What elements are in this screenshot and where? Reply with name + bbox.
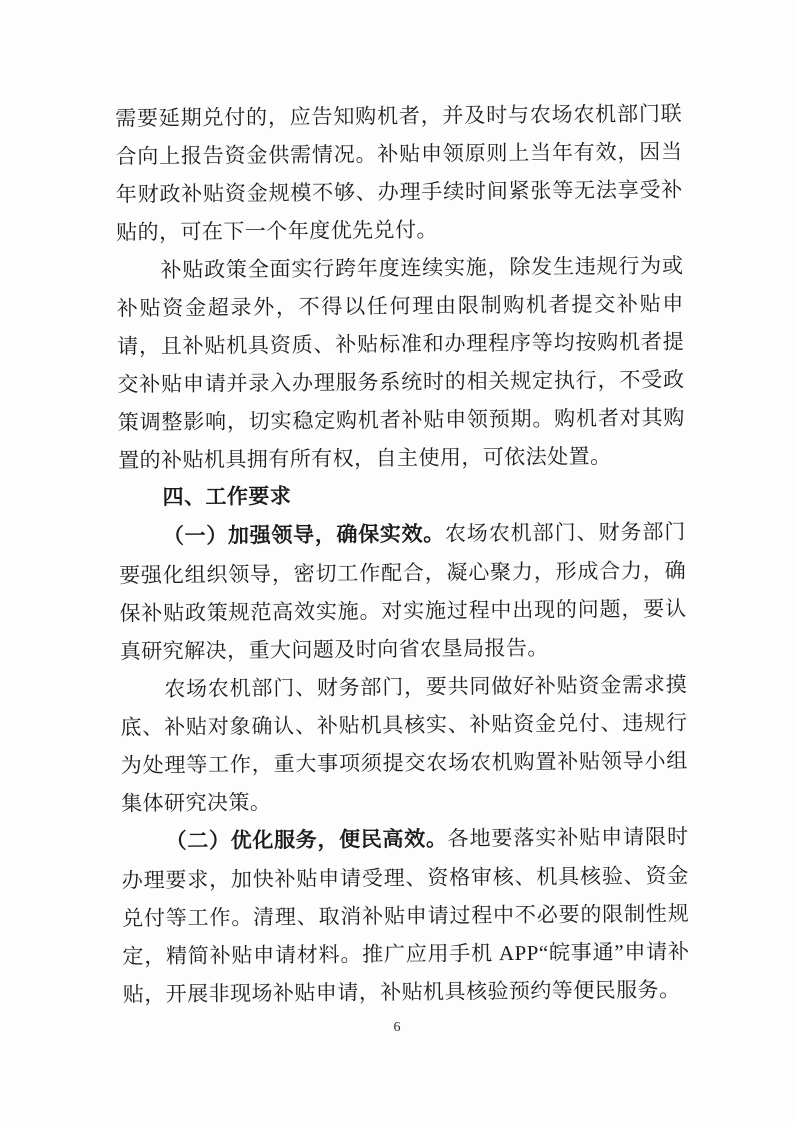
paragraph-strengthen-leadership-body: 农场农机部门、财务部门要强化组织领导，密切工作配合，凝心聚力，形成合力，确保补贴政策规范高效实施。对实施过程中出现的问题，要认真研究解决，重大问题及时向省农垦局报告。: [119, 519, 687, 664]
paragraph-optimize-service: [121, 817, 690, 1013]
paragraph-joint-duties-text: 农场农机部门、财务部门，要共同做好补贴资金需求摸底、补贴对象确认、补贴机具核实、补贴资金兑付、违规行为处理等工作，重大事项须提交农场农机购置补贴领导小组集体研究决策。: [120, 672, 688, 816]
paragraph-policy-continuity-text: 补贴政策全面实行跨年度连续实施，除发生违规行为或补贴资金超录外，不得以任何理由限制购机者提交补贴申请，且补贴机具资质、补贴标准和办理程序等均按购机者提交补贴申请并录入办理服务系统时的相关规定执行，不受政策调整影响，切实稳定购机者补贴申领预期。购机者对其购置的补贴机具拥有所有权，自主使用，可依法处置。: [116, 253, 685, 473]
paragraph-joint-duties: [120, 666, 688, 823]
page-number: [0, 1020, 794, 1036]
page-number-text: 6: [393, 1020, 401, 1035]
section-heading-work-requirements: [118, 475, 685, 518]
paragraph-continuation: [115, 95, 683, 252]
section-heading-text: 四、工作要求: [162, 484, 292, 510]
paragraph-optimize-service-body: 各地要落实补贴申请限时办理要求，加快补贴申请受理、资格审核、机具核验、资金兑付等工作。清理、取消补贴申请过程中不必要的限制性规定，精简补贴申请材料。推广应用手机 APP“皖事通”申请补贴，开展非现场补贴申请，补贴机具核验预约等便民服务。: [121, 824, 690, 1007]
paragraph-continuation-text: 需要延期兑付的，应告知购机者，并及时与农场农机部门联合向上报告资金供需情况。补贴申领原则上当年有效，因当年财政补贴资金规模不够、办理手续时间紧张等无法享受补贴的，可在下一个年度优先兑付。: [115, 101, 683, 245]
paragraph-policy-continuity: [116, 247, 685, 480]
paragraph-optimize-service-lead: （二）优化服务，便民高效。: [165, 827, 448, 854]
paragraph-strengthen-leadership: [119, 513, 687, 671]
document-body: [115, 95, 690, 1014]
paragraph-strengthen-leadership-lead: （一）加强领导，确保实效。: [162, 522, 446, 549]
